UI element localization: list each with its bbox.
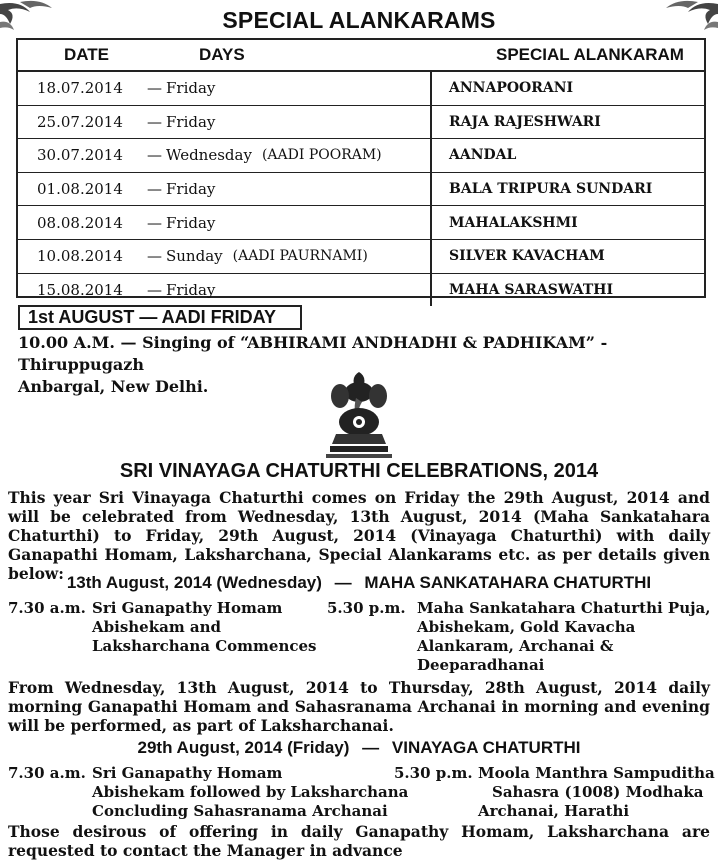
table-row [18, 240, 704, 274]
day2-evening-time: 5.30 p.m. [394, 764, 473, 782]
row-date: 08.08.2014 [37, 213, 123, 232]
table-row [18, 206, 704, 240]
row-date: 01.08.2014 [37, 180, 123, 199]
day1-event: MAHA SANKATAHARA CHATURTHI [364, 573, 652, 592]
day2-morning-line: Concluding Sahasranama Archanai [92, 802, 388, 820]
day2-morning-line: Abishekam followed by Laksharchana [92, 783, 409, 801]
aadi-friday-label: 1st AUGUST — AADI FRIDAY [18, 305, 302, 330]
row-dash: — [147, 79, 162, 98]
row-date-day [18, 240, 432, 273]
header-date: DATE [64, 45, 110, 64]
page-title: SPECIAL ALANKARAMS [222, 7, 496, 33]
day2-evening-line: Sahasra (1008) Modhaka [492, 783, 704, 801]
day1-evening-time: 5.30 p.m. [327, 599, 406, 617]
day2-event: VINAYAGA CHATURTHI [391, 738, 581, 757]
day1-morning-schedule [8, 599, 338, 669]
row-date: 15.08.2014 [37, 280, 123, 299]
day1-morning-line: Laksharchana Commences [92, 637, 317, 655]
row-day: Friday [166, 180, 216, 199]
table-body [18, 72, 704, 306]
day1-date: 13th August, 2014 (Wednesday) [66, 573, 322, 592]
day-heading-29-aug [0, 738, 718, 758]
row-dash: — [147, 213, 162, 232]
day2-evening-line: Archanai, Harathi [478, 802, 630, 820]
day1-dash: — [334, 573, 352, 592]
day2-dash: — [362, 738, 380, 757]
alankaram-table [16, 38, 706, 298]
day1-evening-line: Deeparadhanai [417, 656, 545, 674]
row-date: 18.07.2014 [37, 79, 123, 98]
table-row [18, 139, 704, 173]
row-date-day [18, 274, 432, 307]
table-header [18, 40, 704, 72]
middle-paragraph: From Wednesday, 13th August, 2014 to Thursday, 28th August, 2014 daily morning Ganapathi Homam and Sahasranama Archanai in morning and evening will be performed, as part of Laksharchanai. [8, 678, 710, 735]
intro-paragraph: This year Sri Vinayaga Chaturthi comes on Friday the 29th August, 2014 and will be celebrated from Wednesday, 13th August, 2014 (Maha Sankatahara Chaturthi) to Friday, 29th August, 2014 (Vinayaga Chaturthi) with daily Ganapathi Homam, Laksharchana, Special Alankarams etc. as per details given below: [8, 488, 710, 583]
table-row [18, 106, 704, 140]
closing-paragraph: Those desirous of offering in daily Ganapathy Homam, Laksharchana are requested to contact the Manager in advance [8, 822, 710, 860]
row-special-alankaram: MAHALAKSHMI [449, 214, 578, 231]
row-dash: — [147, 180, 162, 199]
aadi-line-1: 10.00 A.M. — Singing of “ABHIRAMI ANDHADHI & PADHIKAM” - Thiruppugazh [18, 333, 608, 374]
row-dash: — [147, 247, 162, 266]
day2-evening-schedule [394, 764, 714, 824]
row-day: Friday [166, 112, 216, 131]
row-day: Friday [166, 79, 216, 98]
day1-evening-line: Alankaram, Archanai & [417, 637, 614, 655]
ganesha-emblem-icon [326, 368, 392, 458]
table-row [18, 72, 704, 106]
row-dash: — [147, 146, 162, 165]
row-dash: — [147, 112, 162, 131]
row-date-day [18, 173, 432, 206]
day1-morning-time: 7.30 a.m. [8, 599, 86, 617]
row-date-day [18, 206, 432, 239]
row-day: Sunday [166, 247, 223, 266]
section-title: SRI VINAYAGA CHATURTHI CELEBRATIONS, 2014 [119, 460, 599, 482]
row-special-alankaram: SILVER KAVACHAM [449, 248, 605, 265]
day2-evening-line: Moola Manthra Sampuditha [478, 764, 715, 782]
row-note: (AADI PAURNAMI) [232, 248, 368, 265]
day2-date: 29th August, 2014 (Friday) [137, 738, 350, 757]
day2-morning-time: 7.30 a.m. [8, 764, 86, 782]
day1-evening-schedule [327, 599, 711, 679]
row-special-alankaram: AANDAL [449, 147, 517, 164]
day2-morning-line: Sri Ganapathy Homam [92, 764, 283, 782]
row-day: Friday [166, 213, 216, 232]
row-date-day [18, 106, 432, 139]
day1-morning-line: Abishekam and [92, 618, 222, 636]
row-date: 30.07.2014 [37, 146, 123, 165]
row-day: Friday [166, 280, 216, 299]
day2-morning-schedule [8, 764, 408, 824]
row-special-alankaram: BALA TRIPURA SUNDARI [449, 181, 653, 198]
day1-evening-line: Maha Sankatahara Chaturthi Puja, [417, 599, 711, 617]
row-dash: — [147, 280, 162, 299]
day1-morning-line: Sri Ganapathy Homam [92, 599, 283, 617]
day1-evening-line: Abishekam, Gold Kavacha [417, 618, 636, 636]
table-row [18, 274, 704, 307]
table-row [18, 173, 704, 207]
row-date: 25.07.2014 [37, 112, 123, 131]
row-special-alankaram: RAJA RAJESHWARI [449, 113, 601, 130]
header-days: DAYS [199, 45, 245, 64]
row-date: 10.08.2014 [37, 247, 123, 266]
aadi-line-2: Anbargal, New Delhi. [18, 377, 209, 396]
row-note: (AADI POORAM) [261, 147, 382, 164]
row-special-alankaram: MAHA SARASWATHI [449, 281, 614, 298]
row-special-alankaram: ANNAPOORANI [449, 80, 574, 97]
header-special: SPECIAL ALANKARAM [496, 45, 684, 64]
row-date-day [18, 72, 432, 105]
row-day: Wednesday [166, 146, 252, 165]
row-date-day [18, 139, 432, 172]
day-heading-13-aug [0, 573, 718, 593]
